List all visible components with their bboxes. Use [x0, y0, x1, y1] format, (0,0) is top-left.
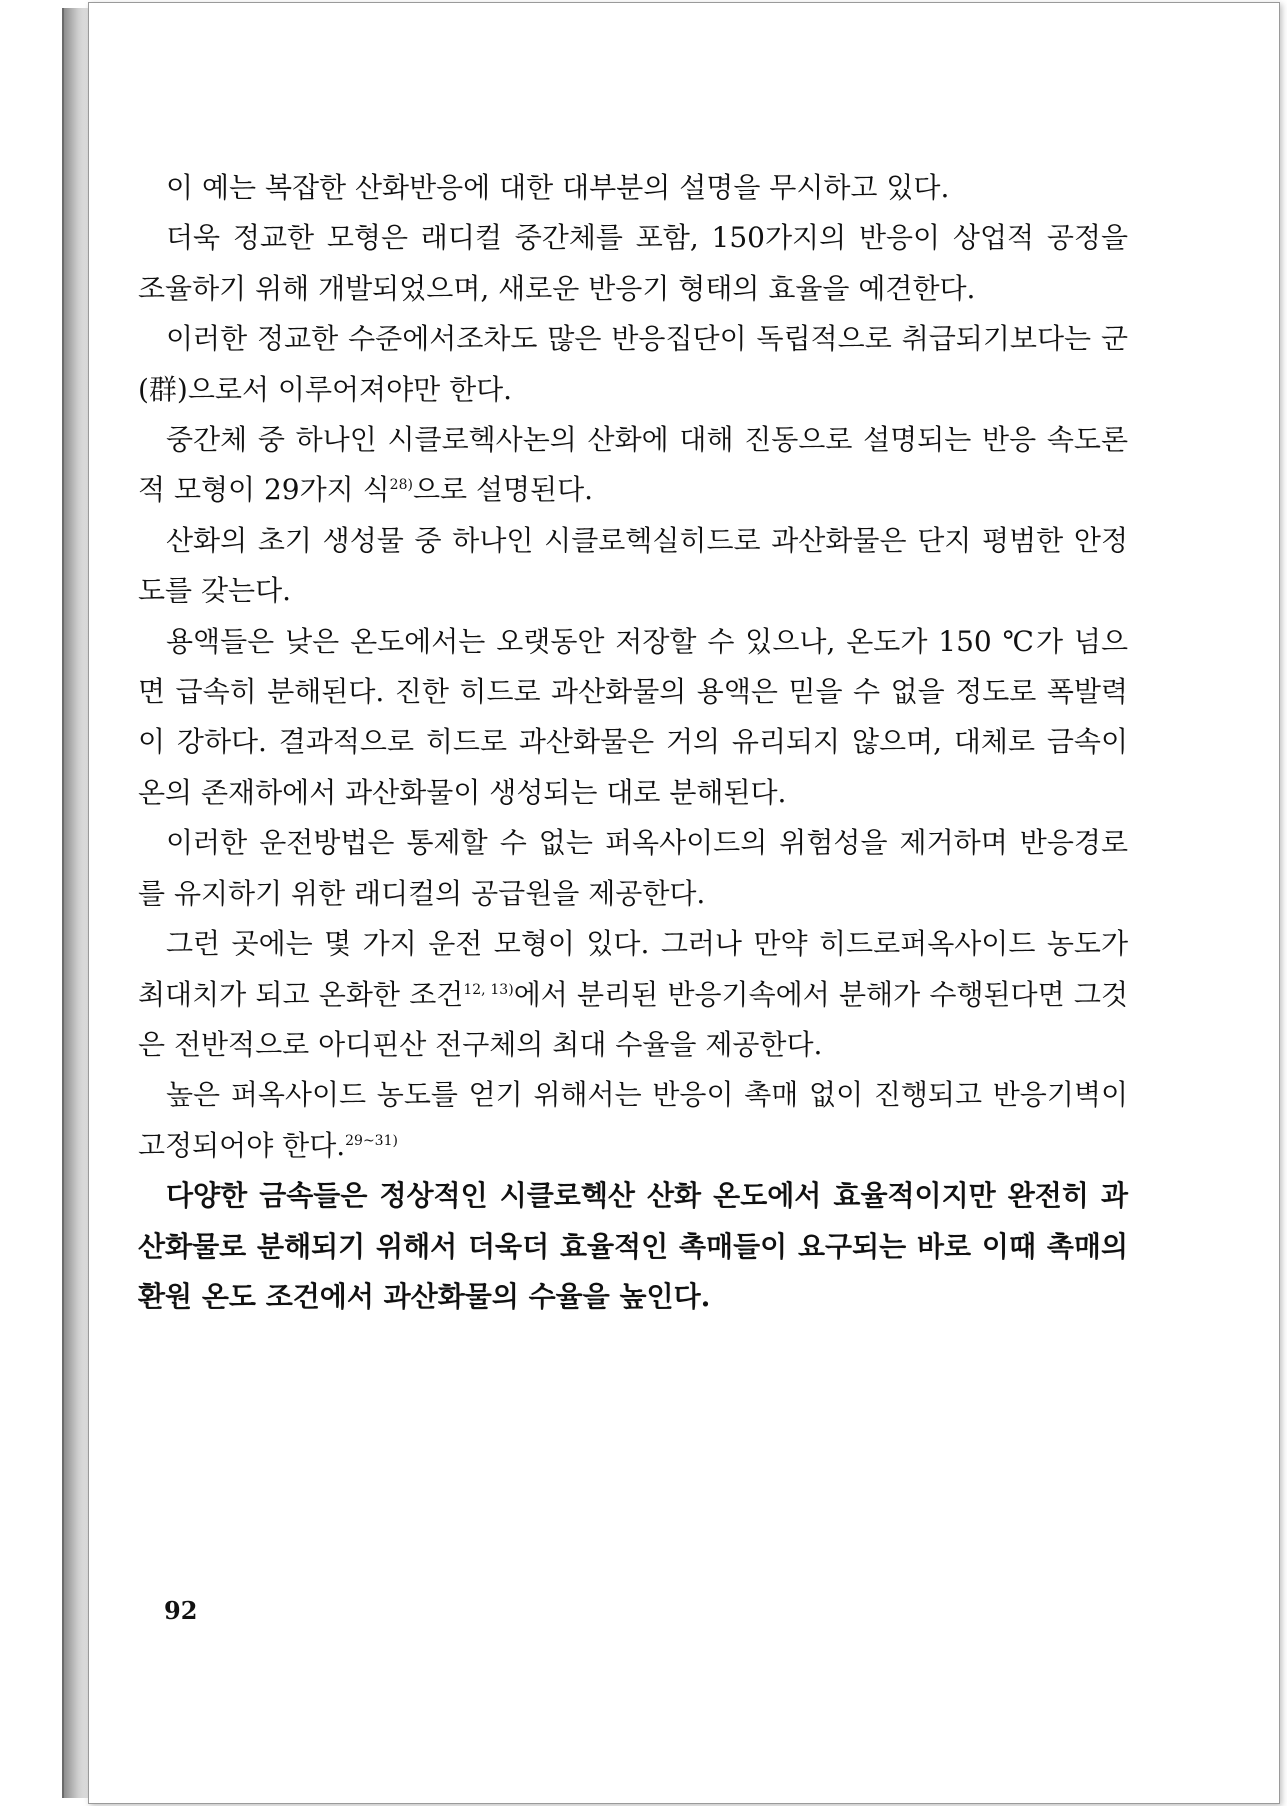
paragraph-text: 이러한 운전방법은 통제할 수 없는 퍼옥사이드의 위험성을 제거하며 반응경로를 유지하기 위한 래디컬의 공급원을 제공한다.: [138, 826, 1128, 910]
paragraph-text: 다양한 금속들은 정상적인 시클로헥산 산화 온도에서 효율적이지만 완전히 과산화물로 분해되기 위해서 더욱더 효율적인 촉매들이 요구되는 바로 이때 촉매의 환원 온도 조건에서 과산화물의 수율을 높인다.: [138, 1179, 1128, 1313]
footnote-ref: 12, 13): [463, 981, 514, 998]
paragraph-text-continued: 에서 분리된 반응기속에서 분해가 수행된다면 그것은 전반적으로 아디핀산 전구체의 최대 수율을 제공한다.: [138, 977, 1129, 1061]
paragraph-5: [138, 516, 1128, 617]
paragraph-text: 높은 퍼옥사이드 농도를 얻기 위해서는 반응이 촉매 없이 진행되고 반응기벽이 고정되어야 한다.: [138, 1078, 1128, 1162]
paragraph-10: [138, 1171, 1128, 1322]
paragraph-6: [138, 617, 1128, 819]
paragraph-4: [138, 415, 1128, 516]
paragraph-text: 그런 곳에는 몇 가지 운전 모형이 있다. 그러나 만약 히드로퍼옥사이드 농도가 최대치가 되고 온화한 조건: [138, 927, 1128, 1011]
footnote-ref: 28): [389, 477, 413, 494]
paragraph-text: 이 예는 복잡한 산화반응에 대한 대부분의 설명을 무시하고 있다.: [166, 171, 950, 204]
paragraph-9: [138, 1070, 1128, 1171]
paragraph-7: [138, 818, 1128, 919]
book-spine-edge: [62, 8, 90, 1798]
paragraph-text: 더욱 정교한 모형은 래디컬 중간체를 포함, 150가지의 반응이 상업적 공정을 조율하기 위해 개발되었으며, 새로운 반응기 형태의 효율을 예견한다.: [138, 221, 1128, 305]
paragraph-text: 중간체 중 하나인 시클로헥사논의 산화에 대해 진동으로 설명되는 반응 속도론적 모형이 29가지 식: [138, 423, 1128, 507]
paragraph-text: 용액들은 낮은 온도에서는 오랫동안 저장할 수 있으나, 온도가 150 ℃가 넘으면 급속히 분해된다. 진한 히드로 과산화물의 용액은 믿을 수 없을 정도로 폭발력이 강하다. 결과적으로 히드로 과산화물은 거의 유리되지 않으며, 대체로 금속이온의 존재하에서 과산화물이 생성되는 대로 분해된다.: [138, 624, 1128, 809]
paragraph-1: [138, 163, 1128, 213]
paragraph-text-continued: 으로 설명된다.: [412, 473, 594, 507]
body-text: [138, 163, 1128, 1322]
paragraph-2: [138, 213, 1128, 314]
paragraph-text: 산화의 초기 생성물 중 하나인 시클로헥실히드로 과산화물은 단지 평범한 안정도를 갖는다.: [138, 523, 1128, 608]
paragraph-text: 이러한 정교한 수준에서조차도 많은 반응집단이 독립적으로 취급되기보다는 군(群)으로서 이루어져야만 한다.: [138, 322, 1128, 406]
paragraph-3: [138, 314, 1128, 415]
page-number: 92: [164, 1596, 198, 1625]
paragraph-8: [138, 919, 1128, 1070]
footnote-ref: 29~31): [345, 1132, 398, 1149]
